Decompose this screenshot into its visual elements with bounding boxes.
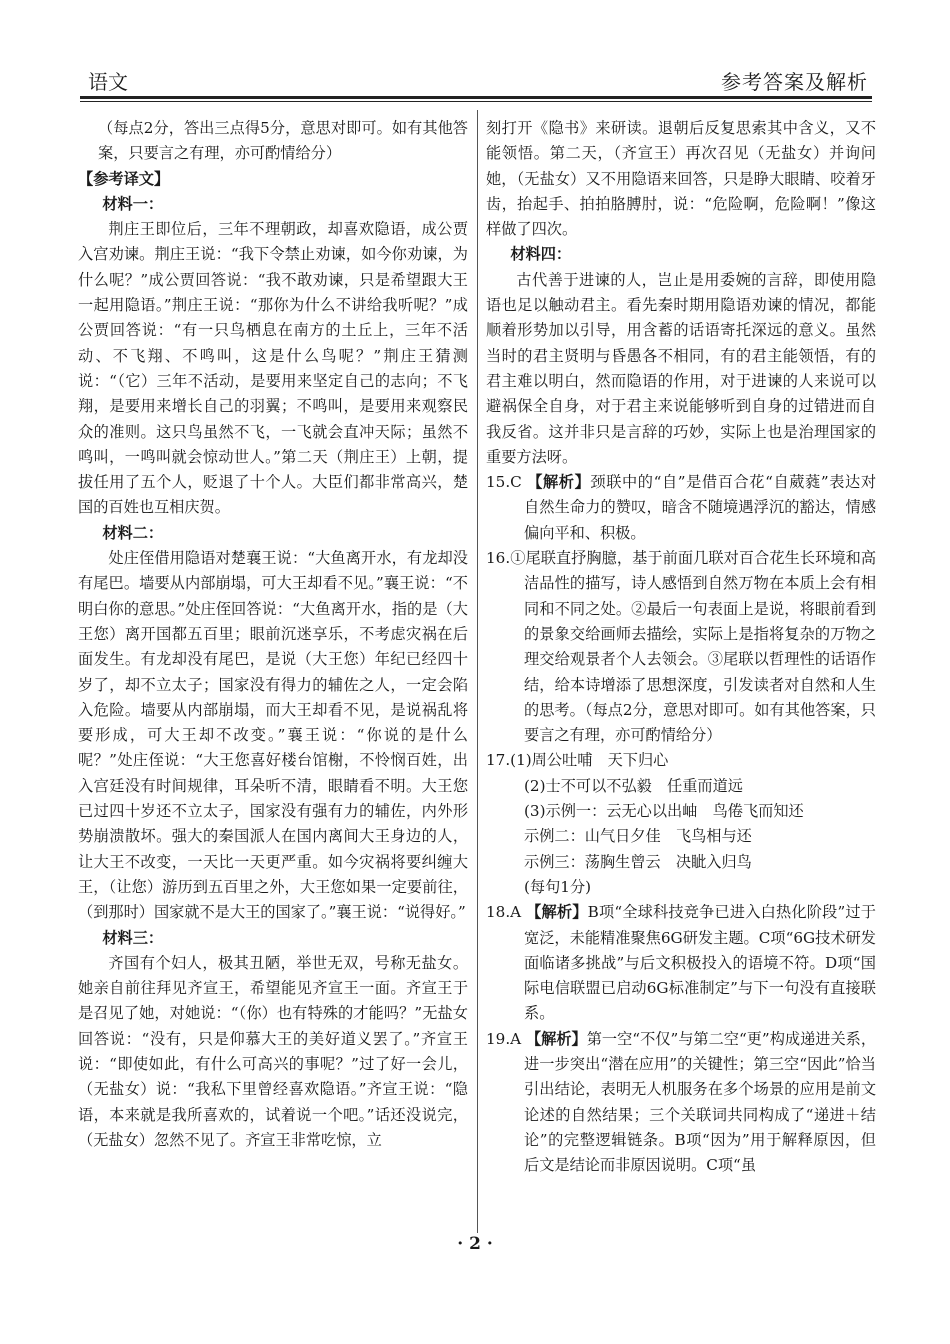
answer-19-tag: 【解析】	[525, 1029, 587, 1048]
material-1-text: 荆庄王即位后，三年不理朝政，却喜欢隐语，成公贾入宫劝谏。荆庄王说：“我下令禁止劝谏，如今你劝谏，为什么呢？”成公贾回答说：“我不敢劝谏，只是希望跟大王一起用隐语。”荆庄王说：“那你为什么不讲给我听呢？”成公贾回答说：“有一只鸟栖息在南方的土丘上，三年不活动、不飞翔、不鸣叫，这是什么鸟呢？”荆庄王猜测说：“（它）三年不活动，是要用来坚定自己的志向；不飞翔，是要用来增长自己的羽翼；不鸣叫，是要用来观察民众的准则。这只鸟虽然不飞，一飞就会直冲天际；虽然不鸣叫，一鸣叫就会惊动世人。”第二天（荆庄王）上朝，提拔任用了五个人，贬退了十个人。大臣们都非常高兴，楚国的百姓也互相庆贺。	[78, 220, 468, 517]
header-rule-thin	[80, 101, 872, 102]
answer-17-line-1: 17.(1)周公吐哺 天下归心	[486, 751, 669, 770]
material-1-heading: 材料一：	[102, 194, 164, 213]
answer-15-number: 15.C	[486, 473, 522, 492]
answer-19	[486, 1027, 876, 1179]
answer-17-line-3: (3)示例一：云无心以出岫 鸟倦飞而知还	[524, 802, 804, 821]
left-column	[78, 116, 468, 1153]
answer-16-number: 16.	[486, 549, 511, 568]
material-4-text: 古代善于进谏的人，岂止是用委婉的言辞，即使用隐语也足以触动君主。看先秦时期用隐语劝谏的情况，都能顺着形势加以引导，用含蓄的话语寄托深远的意义。虽然当时的君主贤明与昏愚各不相同，有的君主能领悟，有的君主难以明白，然而隐语的作用，对于进谏的人来说可以避祸保全自身，对于君主来说能够听到自身的过错进而自我反省。这并非只是言辞的巧妙，实际上也是治理国家的重要方法呀。	[486, 270, 876, 466]
answer-17-number: 17.	[486, 751, 511, 770]
answer-18	[486, 900, 876, 1026]
material-2-heading: 材料二：	[102, 523, 164, 542]
material-3-heading: 材料三：	[102, 928, 164, 947]
note-continuation: （每点2分，答出三点得5分，意思对即可。如有其他答案，只要言之有理，亦可酌情给分）	[98, 119, 468, 163]
answer-15	[486, 470, 876, 546]
answer-19-number: 19.A	[486, 1029, 522, 1048]
answer-18-number: 18.A	[486, 903, 522, 922]
answer-18-tag: 【解析】	[526, 903, 588, 922]
answer-17-line-2: (2)士不可以不弘毅 任重而道远	[524, 776, 743, 795]
answer-17-line-5: 示例三：荡胸生曾云 决眦入归鸟	[524, 852, 752, 871]
subject-label: 语文	[88, 70, 128, 94]
material-3-continuation: 刻打开《隐书》来研读。退朝后反复思索其中含义，又不能领悟。第二天，（齐宣王）再次召见（无盐女）并询问她，（无盐女）又不用隐语来回答，只是睁大眼睛、咬着牙齿，抬起手、拍拍胳膊肘，说：“危险啊，危险啊！”像这样做了四次。	[486, 119, 876, 239]
answer-16-text: ①尾联直抒胸臆，基于前面几联对百合花生长环境和高洁品性的描写，诗人感悟到自然万物在本质上会有相同和不同之处。②最后一句表面上是说，将眼前看到的景象交给画师去描绘，实际上是指将复杂的万物之理交给观景者个人去领会。③尾联以哲理性的话语作结，给本诗增添了思想深度，引发读者对自然和人生的思考。（每点2分，意思对即可。如有其他答案，只要言之有理，亦可酌情给分）	[510, 549, 876, 745]
answer-15-text: 颈联中的“自”是借百合花“自葳蕤”表达对自然生命力的赞叹，暗含不随境遇浮沉的豁达，情感偏向平和、积极。	[524, 473, 877, 542]
answer-17	[486, 748, 876, 900]
answer-17-line-4: 示例二：山气日夕佳 飞鸟相与还	[524, 827, 752, 846]
right-column	[486, 116, 876, 1178]
page-number: · 2 ·	[457, 1234, 493, 1254]
material-4-heading: 材料四：	[510, 245, 572, 264]
material-3-text: 齐国有个妇人，极其丑陋，举世无双，号称无盐女。她亲自前往拜见齐宣王，希望能见齐宣王一面。齐宣王于是召见了她，对她说：“（你）也有特殊的才能吗？”无盐女回答说：“没有，只是仰慕大王的美好道义罢了。”齐宣王说：“即使如此，有什么可高兴的事呢？”过了好一会儿，（无盐女）说：“我私下里曾经喜欢隐语。”齐宣王说：“隐语，本来就是我所喜欢的，试着说一个吧。”话还没说完，（无盐女）忽然不见了。齐宣王非常吃惊，立	[78, 953, 468, 1149]
header-rule-thick	[80, 96, 872, 99]
material-2-text: 处庄侄借用隐语对楚襄王说：“大鱼离开水，有龙却没有尾巴。墙要从内部崩塌，可大王却看不见。”襄王说：“不明白你的意思。”处庄侄回答说：“大鱼离开水，指的是（大王您）离开国都五百里；眼前沉迷享乐，不考虑灾祸在后面发生。有龙却没有尾巴，是说（大王您）年纪已经四十岁了，却不立太子；国家没有得力的辅佐之人，一定会陷入危险。墙要从内部崩塌，而大王却看不见，是说祸乱将要形成，可大王却不改变。”襄王说：“你说的是什么呢？”处庄侄说：“大王您喜好楼台馆榭，不怜悯百姓，出入宫廷没有时间规律，耳朵听不清，眼睛看不明。大王您已过四十岁还不立太子，国家没有强有力的辅佐，内外形势崩溃散坏。强大的秦国派人在国内离间大王身边的人，让大王不改变，一天比一天更严重。如今灾祸将要纠缠大王，（让您）游历到五百里之外，大王您如果一定要前往，（到那时）国家就不是大王的国家了。”襄王说：“说得好。”	[78, 549, 468, 922]
page-header	[80, 62, 872, 96]
answer-17-line-6: (每句1分)	[524, 877, 592, 896]
header-title: 参考答案及解析	[721, 70, 868, 94]
answer-19-text: 第一空“不仅”与第二空“更”构成递进关系，进一步突出“潜在应用”的关键性；第三空“因此”恰当引出结论，表明无人机服务在多个场景的应用是前文论述的自然结果；三个关联词共同构成了“递进＋结论”的完整逻辑链条。B项“因为”用于解释原因，但后文是结论而非原因说明。C项“虽	[524, 1029, 877, 1175]
translation-heading: 【参考译文】	[78, 169, 170, 188]
answer-15-tag: 【解析】	[527, 473, 591, 492]
answer-16	[486, 546, 876, 748]
answer-18-text: B项“全球科技竞争已进入白热化阶段”过于宽泛，未能精准聚焦6G研发主题。C项“6G技术研发面临诸多挑战”与后文积极投入的语境不符。D项“国际电信联盟已启动6G标准制定”与下一句没有直接联系。	[524, 903, 876, 1023]
column-divider	[477, 110, 478, 1233]
